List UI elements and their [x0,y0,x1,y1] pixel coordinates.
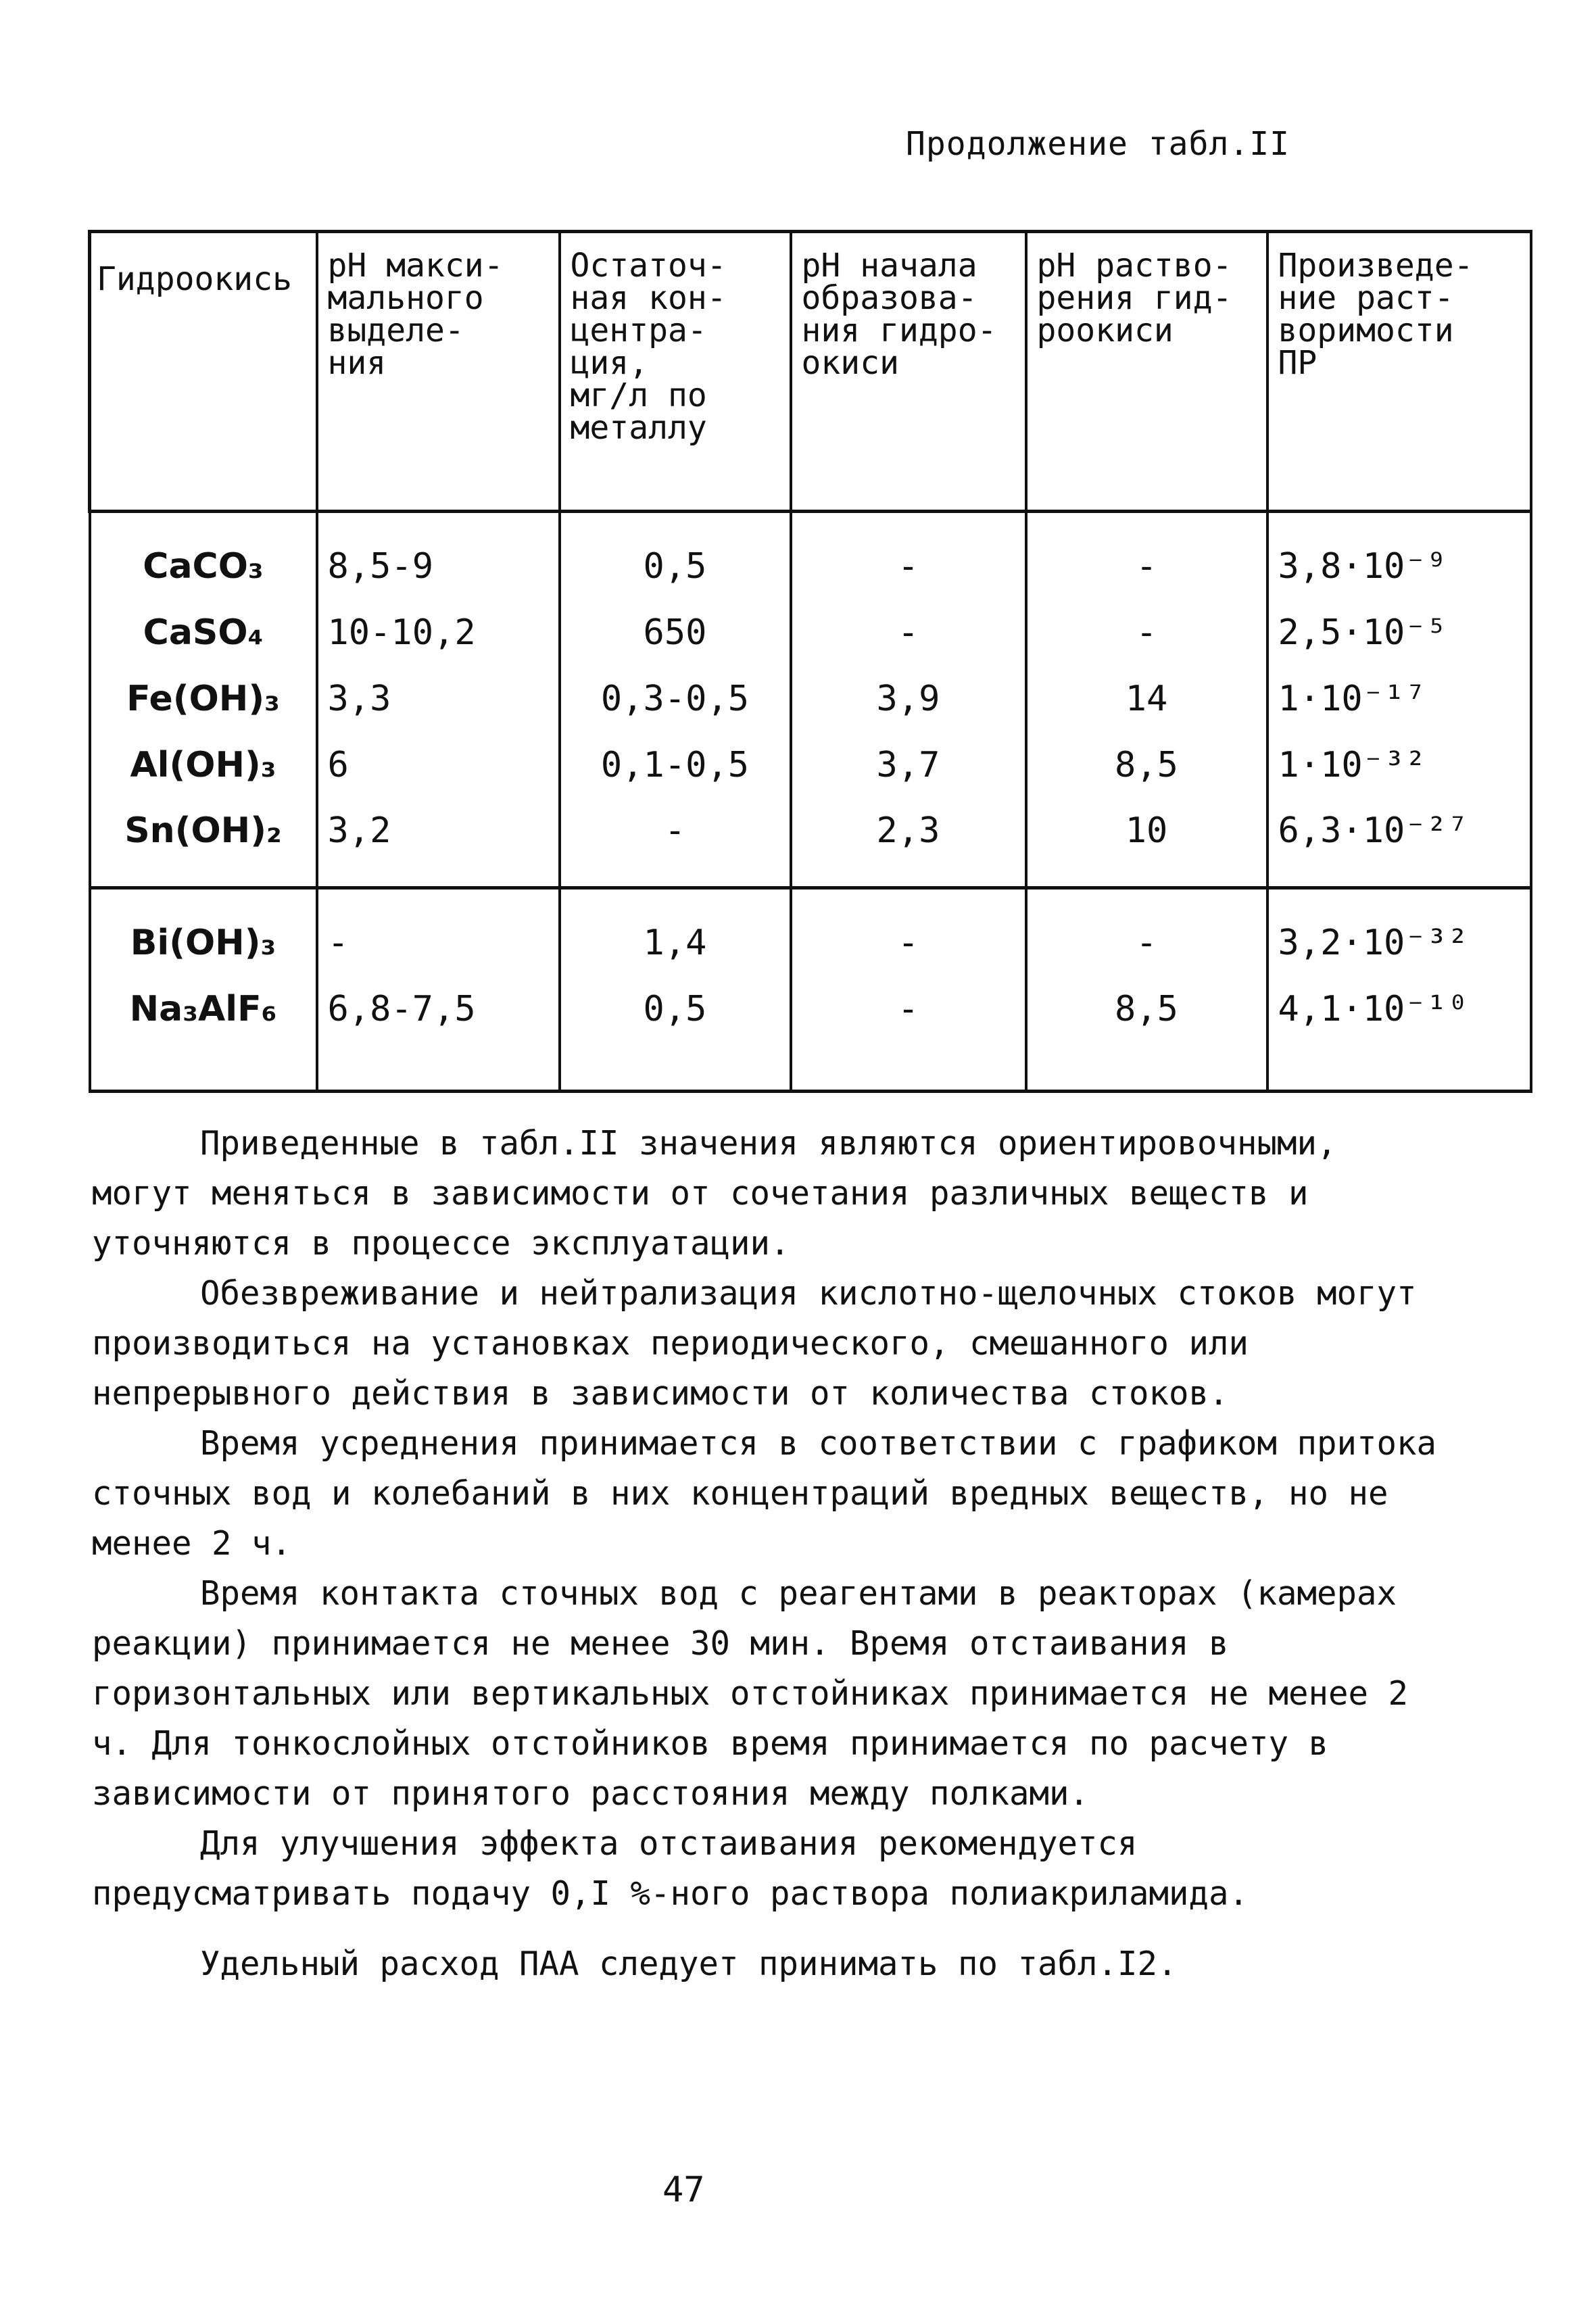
concentration-cell: 650 [560,600,791,666]
table-row [90,888,1531,977]
solubility-product-cell: 6,3·10⁻²⁷ [1267,798,1531,888]
solubility-product-cell: 3,8·10⁻⁹ [1267,512,1531,600]
concentration-cell: - [560,798,791,888]
solubility-product-cell: 2,5·10⁻⁵ [1267,600,1531,666]
ph-start-cell: 3,7 [791,732,1026,798]
ph-max-cell: 10-10,2 [317,600,560,666]
ph-dissolution-cell: 8,5 [1026,732,1267,798]
concentration-cell: 0,5 [560,976,791,1092]
formula-cell: Al(OH)₃ [90,732,317,798]
table-row [90,666,1531,732]
paragraph-averaging-time: Время усреднения принимается в соответствии с графиком притока сточных вод и колебаний в них концентраций вредных веществ, но не менее 2 ч. [92,1424,1437,1563]
table-group-2 [90,888,1531,1092]
header-ph-max: pH макси- мального выделе- ния [317,232,560,512]
page-number: 47 [662,2170,705,2210]
table-row [90,976,1531,1092]
header-ph-start: pH начала образова- ния гидро- окиси [791,232,1026,512]
ph-dissolution-cell: 8,5 [1026,976,1267,1092]
header-ph-dissolution: pH раство- рения гид- роокиси [1026,232,1267,512]
body-text [92,1119,1444,1989]
paragraph-polyacrylamide: Для улучшения эффекта отстаивания рекомендуется предусматривать подачу 0,I %-ного раствора полиакриламида. [92,1824,1249,1913]
table-row [90,798,1531,888]
table-row [90,732,1531,798]
ph-max-cell: 6 [317,732,560,798]
ph-dissolution-cell: 14 [1026,666,1267,732]
ph-start-cell: 3,9 [791,666,1026,732]
ph-dissolution-cell: 10 [1026,798,1267,888]
ph-max-cell: 8,5-9 [317,512,560,600]
concentration-cell: 0,1-0,5 [560,732,791,798]
ph-start-cell: - [791,976,1026,1092]
formula-cell: Na₃AlF₆ [90,976,317,1092]
ph-max-cell: - [317,888,560,977]
ph-start-cell: 2,3 [791,798,1026,888]
ph-max-cell: 6,8-7,5 [317,976,560,1092]
solubility-product-cell: 4,1·10⁻¹⁰ [1267,976,1531,1092]
paragraph-approximate-values: Приведенные в табл.II значения являются ориентировочными, могут меняться в зависимости от сочетания различных веществ и уточняются в процессе эксплуатации. [92,1124,1337,1263]
header-residual-concentration: Остаточ- ная кон- центра- ция, мг/л по металлу [560,232,791,512]
concentration-cell: 1,4 [560,888,791,977]
table-group-1 [90,512,1531,888]
table-row [90,512,1531,600]
ph-start-cell: - [791,600,1026,666]
table-header-row [90,232,1531,512]
formula-cell: CaSO₄ [90,600,317,666]
hydroxide-table [88,230,1532,1093]
ph-dissolution-cell: - [1026,600,1267,666]
ph-max-cell: 3,2 [317,798,560,888]
concentration-cell: 0,5 [560,512,791,600]
paragraph-contact-time: Время контакта сточных вод с реагентами в реакторах (камерах реакции) принимается не менее 30 мин. Время отстаивания в горизонтальных или вертикальных отстойниках принимается не менее 2 ч. Для тонкослойных отстойников время принимается по расчету в зависимости от принятого расстояния между полками. [92,1574,1409,1813]
solubility-product-cell: 1·10⁻³² [1267,732,1531,798]
ph-start-cell: - [791,888,1026,977]
solubility-product-cell: 3,2·10⁻³² [1267,888,1531,977]
formula-cell: Fe(OH)₃ [90,666,317,732]
header-hydroxide: Гидроокись [90,232,317,512]
table-row [90,600,1531,666]
paragraph-neutralization: Обезвреживание и нейтрализация кислотно-щелочных стоков могут производиться на установках периодического, смешанного или непрерывного действия в зависимости от количества стоков. [92,1274,1417,1413]
ph-max-cell: 3,3 [317,666,560,732]
ph-dissolution-cell: - [1026,888,1267,977]
formula-cell: CaCO₃ [90,512,317,600]
paragraph-paa-consumption: Удельный расход ПАА следует принимать по табл.I2. [200,1945,1178,1983]
ph-dissolution-cell: - [1026,512,1267,600]
formula-cell: Sn(OH)₂ [90,798,317,888]
ph-start-cell: - [791,512,1026,600]
solubility-product-cell: 1·10⁻¹⁷ [1267,666,1531,732]
concentration-cell: 0,3-0,5 [560,666,791,732]
formula-cell: Bi(OH)₃ [90,888,317,977]
header-solubility-product: Произведе- ние раст- воримости ПР [1267,232,1531,512]
table-continuation-caption: Продолжение табл.II [906,125,1290,163]
